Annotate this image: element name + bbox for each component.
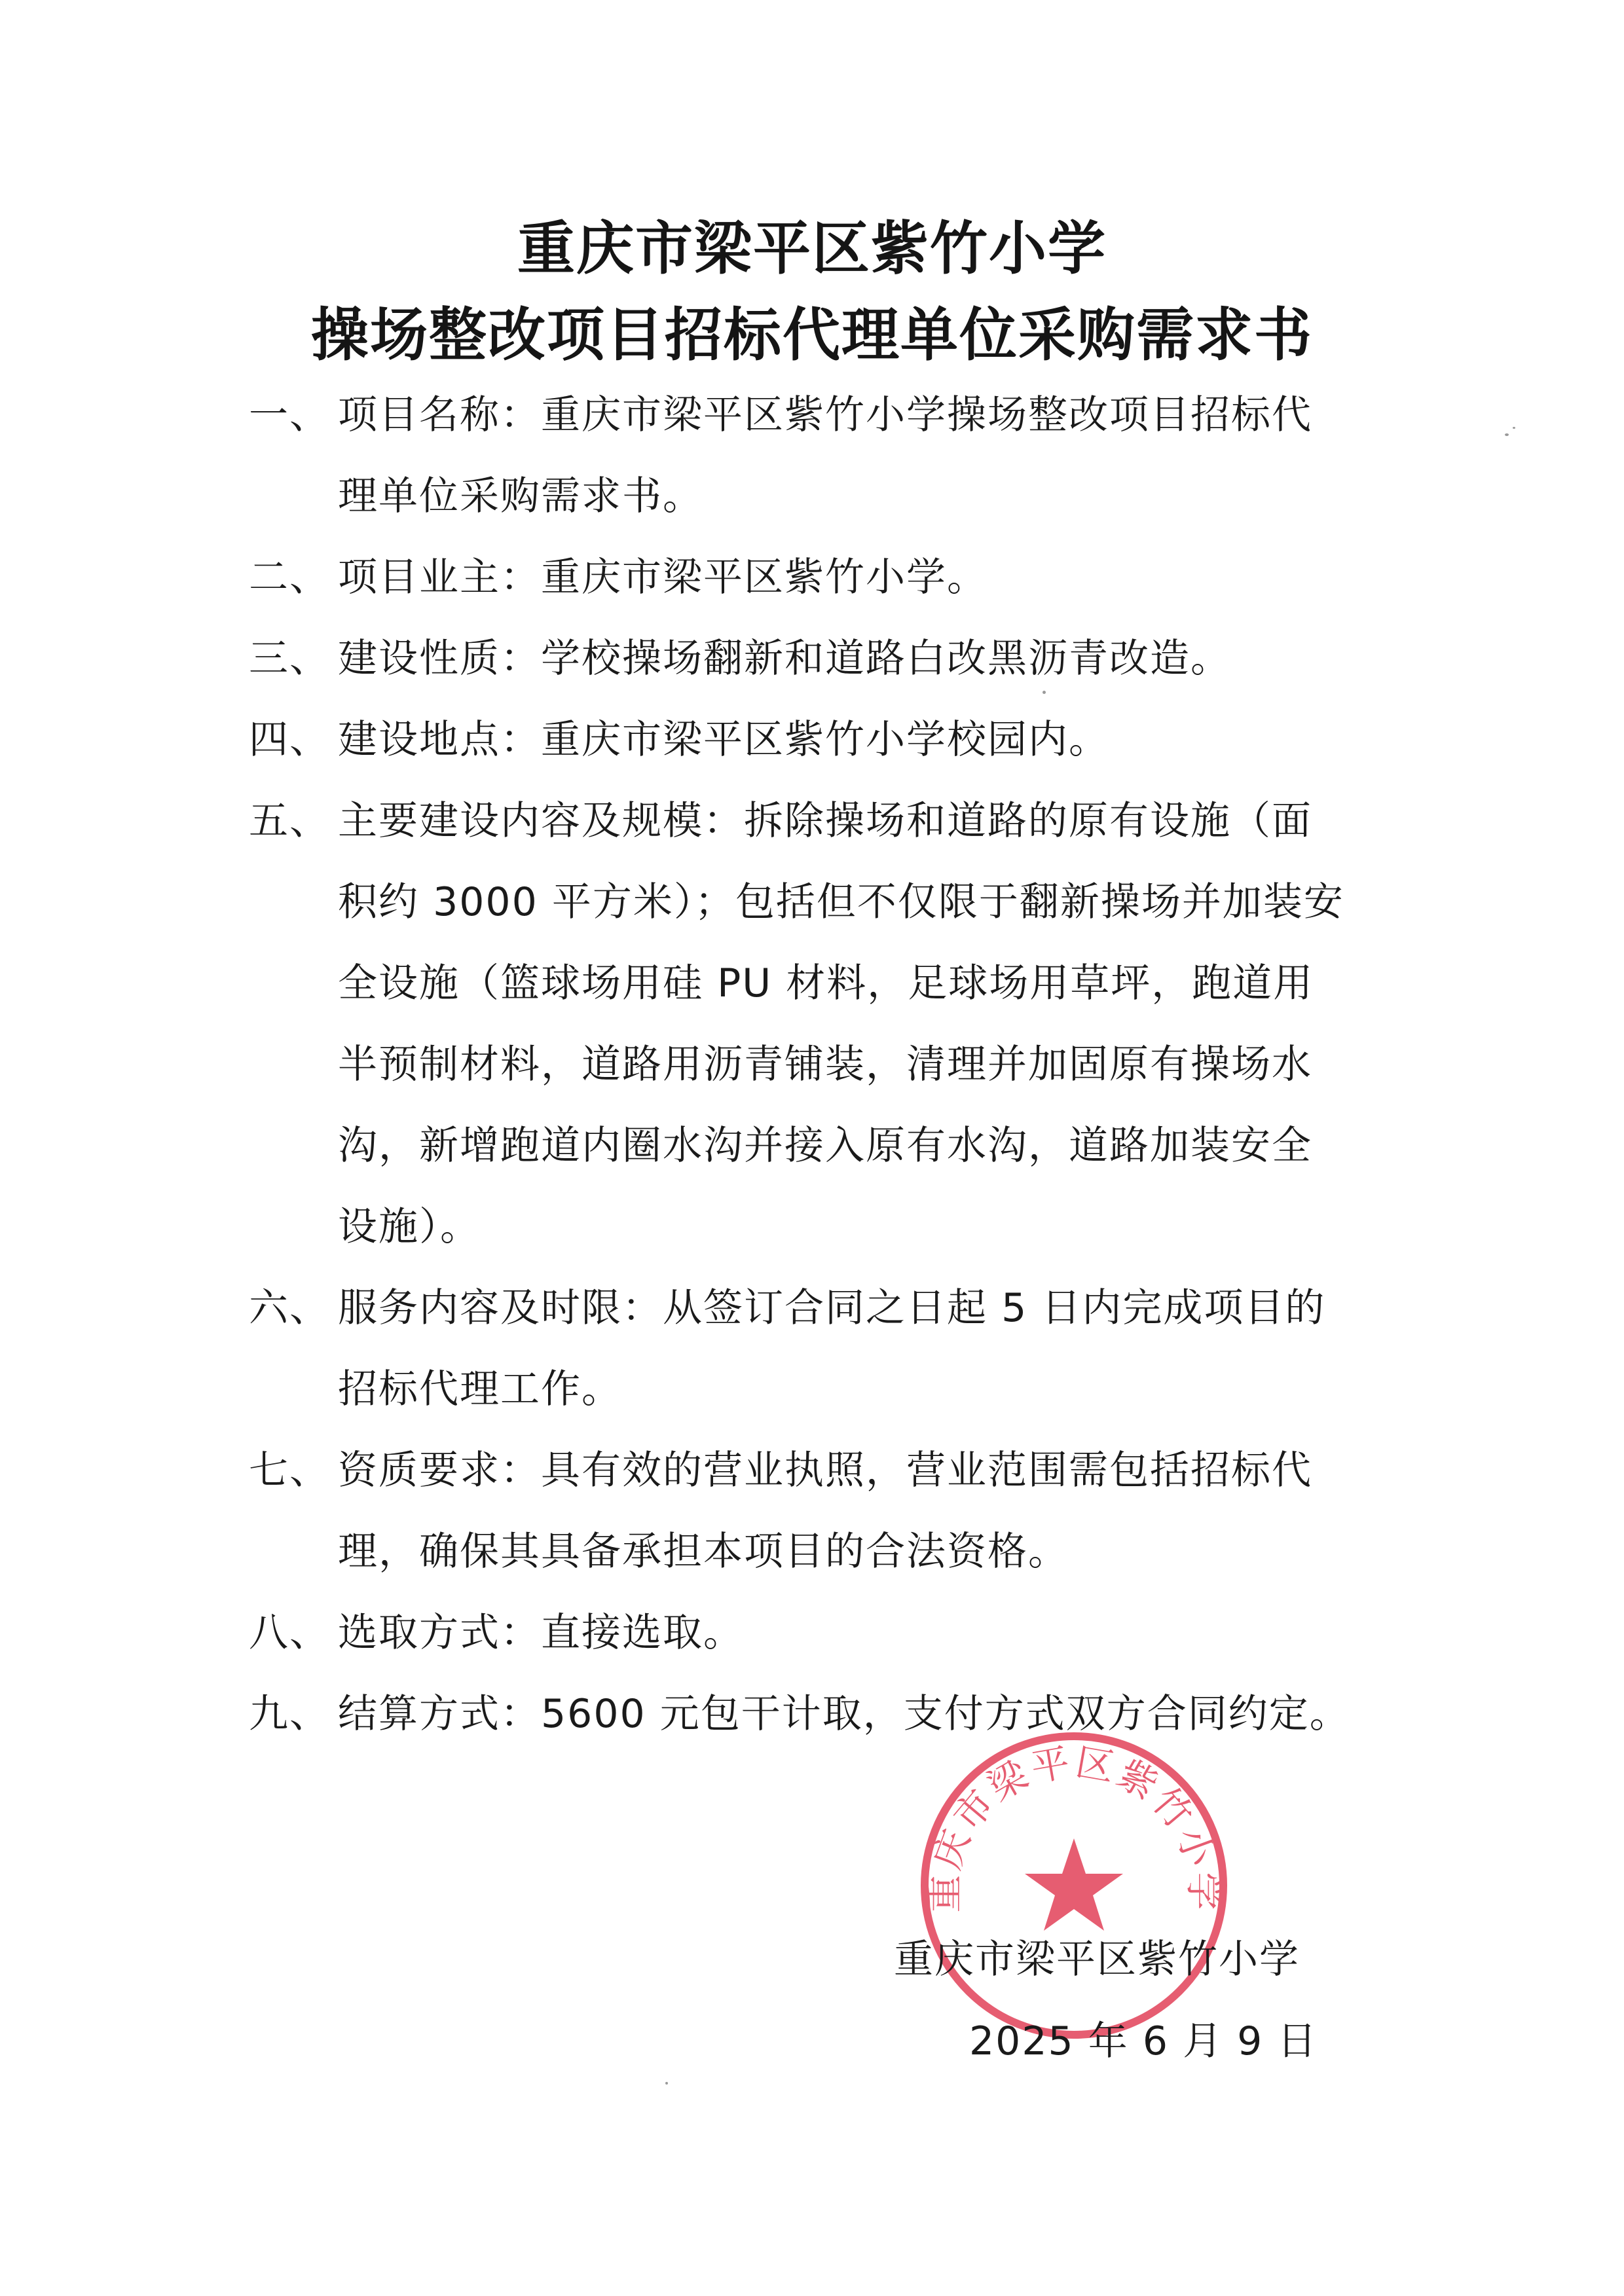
item-text-line: 设施）。: [338, 1204, 481, 1250]
item-number: 四、: [249, 717, 330, 763]
item-text-line: 选取方式：直接选取。: [338, 1610, 744, 1656]
item-text-line: 项目业主：重庆市梁平区紫竹小学。: [338, 555, 987, 600]
item-text-line: 资质要求：具有效的营业执照，营业范围需包括招标代: [338, 1448, 1312, 1493]
item-text-line: 理，确保其具备承担本项目的合法资格。: [338, 1529, 1069, 1575]
item-number: 五、: [249, 798, 330, 844]
signature-date: 2025 年 6 月 9 日: [969, 2018, 1318, 2064]
item-number: 六、: [249, 1285, 330, 1331]
item-text-line: 半预制材料，道路用沥青铺装，清理并加固原有操场水: [338, 1042, 1312, 1087]
list-item: [249, 1267, 1395, 1430]
list-item: [249, 780, 1395, 1267]
item-text-line: 招标代理工作。: [338, 1366, 622, 1412]
item-text-line: 项目名称：重庆市梁平区紫竹小学操场整改项目招标代: [338, 392, 1312, 438]
item-text-line: 服务内容及时限：从签订合同之日起 5 日内完成项目的: [338, 1285, 1326, 1331]
list-item: [249, 618, 1395, 699]
document-title-line2: 操场整改项目招标代理单位采购需求书: [310, 301, 1313, 369]
item-text-line: 主要建设内容及规模：拆除操场和道路的原有设施（面: [338, 798, 1312, 844]
item-text-line: 积约 3000 平方米）；包括但不仅限于翻新操场并加装安: [338, 879, 1344, 925]
list-item: [249, 537, 1395, 618]
item-number: 一、: [249, 392, 330, 438]
scan-speck: [665, 2082, 668, 2085]
item-number: 二、: [249, 555, 330, 600]
item-number: 三、: [249, 636, 330, 682]
item-text-line: 建设地点：重庆市梁平区紫竹小学校园内。: [338, 717, 1109, 763]
item-text-line: 全设施（篮球场用硅 PU 材料，足球场用草坪，跑道用: [338, 960, 1314, 1006]
seal-text: 重庆市梁平区紫竹小学: [921, 1739, 1227, 1913]
list-item: [249, 1592, 1395, 1673]
item-number: 七、: [249, 1448, 330, 1493]
seal-star-icon: [1025, 1838, 1123, 1931]
item-text-line: 结算方式：5600 元包干计取，支付方式双方合同约定。: [338, 1691, 1350, 1737]
scan-speck: [1043, 691, 1046, 694]
item-number: 九、: [249, 1691, 330, 1737]
item-text-line: 沟，新增跑道内圈水沟并接入原有水沟，道路加装安全: [338, 1123, 1312, 1169]
item-text-line: 建设性质：学校操场翻新和道路白改黑沥青改造。: [338, 636, 1231, 682]
scan-speck: [1505, 433, 1509, 436]
official-seal: [917, 1728, 1231, 2043]
scan-speck: [1513, 427, 1515, 429]
signature-organization: 重庆市梁平区紫竹小学: [894, 1937, 1300, 1982]
list-item: [249, 1430, 1395, 1592]
item-text-line: 理单位采购需求书。: [338, 473, 703, 519]
list-item: [249, 374, 1395, 537]
document-title-line1: 重庆市梁平区紫竹小学: [517, 214, 1107, 282]
item-number: 八、: [249, 1610, 330, 1656]
list-item: [249, 699, 1395, 780]
